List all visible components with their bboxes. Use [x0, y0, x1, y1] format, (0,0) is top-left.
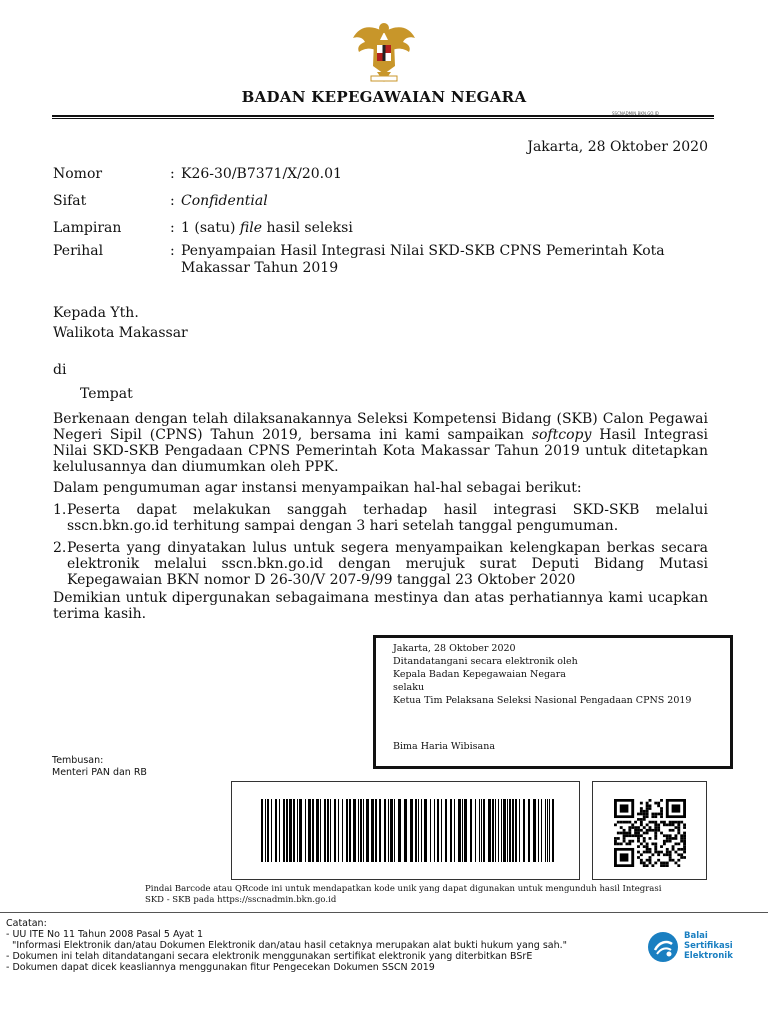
field-value-perihal-line2: Makassar Tahun 2019	[181, 260, 339, 276]
list-item-text: Peserta yang dinyatakan lulus untuk segera menyampaikan kelengkapan berkas secara elektronik melalui sscn.bkn.go.id dengan merujuk surat Deputi Bidang Mutasi Kepegawaian BKN nomor D 26-30/V 207-9/99 tanggal 23 Oktober 2020	[67, 540, 708, 588]
field-colon: :	[170, 193, 175, 209]
field-colon: :	[170, 166, 175, 182]
recipient-line-1: Kepada Yth.	[53, 305, 139, 321]
signature-line: Kepala Badan Kepegawaian Negara	[393, 669, 566, 680]
footer-title: Catatan:	[6, 918, 47, 929]
signature-date: Jakarta, 28 Oktober 2020	[393, 643, 516, 654]
agency-name: BADAN KEPEGAWAIAN NEGARA	[241, 88, 527, 106]
bsre-text-line: Elektronik	[684, 951, 733, 961]
cc-value: Menteri PAN dan RB	[52, 767, 147, 778]
paragraph-1-a: Berkenaan dengan telah dilaksanakannya Seleksi Kompetensi Bidang (SKB) Calon Pegawai Negeri Sipil (CPNS) Tahun 2019, bersama ini kami sampaikan	[53, 411, 708, 443]
paragraph-1	[53, 411, 708, 475]
signature-line: Ketua Tim Pelaksana Seleksi Nasional Pengadaan CPNS 2019	[393, 695, 692, 706]
bsre-logo-icon	[646, 930, 680, 964]
bsre-text-line: Sertifikasi	[684, 941, 733, 951]
bsre-text-line: Balai	[684, 931, 708, 941]
field-value-lampiran	[181, 220, 353, 237]
header-ref-code: SSCNADMIN.BKN.GO.ID	[612, 111, 659, 116]
field-label-lampiran: Lampiran	[53, 220, 122, 236]
qr-code-icon	[614, 799, 686, 867]
list-item-number: 1.	[53, 502, 67, 518]
code-instructions-line-1: Pindai Barcode atau QRcode ini untuk mendapatkan kode unik yang dapat digunakan untuk mengunduh hasil Integrasi	[145, 884, 662, 894]
lampiran-post: hasil seleksi	[262, 220, 353, 236]
footer-line: - Dokumen dapat dicek keasliannya menggunakan fitur Pengecekan Dokumen SSCN 2019	[6, 962, 435, 973]
footer-rule	[0, 912, 768, 913]
list-item-number: 2.	[53, 540, 67, 556]
footer-notes	[6, 918, 636, 973]
field-label-nomor: Nomor	[53, 166, 103, 182]
bsre-logo-text	[684, 931, 733, 961]
field-value-perihal: Penyampaian Hasil Integrasi Nilai SKD-SKB CPNS Pemerintah Kota	[181, 243, 665, 259]
recipient-di: di	[53, 362, 67, 378]
field-label-perihal: Perihal	[53, 243, 104, 259]
closing-paragraph: Demikian untuk dipergunakan sebagaimana mestinya dan atas perhatiannya kami ucapkan terima kasih.	[53, 590, 708, 622]
field-colon: :	[170, 243, 175, 259]
barcode-icon	[261, 799, 556, 862]
footer-line: "Informasi Elektronik dan/atau Dokumen Elektronik dan/atau hasil cetaknya merupakan alat bukti hukum yang sah."	[12, 940, 568, 951]
recipient-line-2: Walikota Makassar	[53, 325, 188, 341]
recipient-tempat: Tempat	[80, 386, 133, 402]
cc-label: Tembusan:	[52, 755, 104, 766]
field-colon: :	[170, 220, 175, 236]
paragraph-1-b: Hasil Integrasi Nilai SKD-SKB Pengadaan CPNS Pemerintah Kota Makassar Tahun 2019 untuk ditetapkan kelulusannya dan diumumkan oleh PPK.	[53, 427, 709, 475]
header-rule-thin	[52, 118, 714, 119]
field-label-sifat: Sifat	[53, 193, 87, 209]
code-instructions	[145, 884, 705, 906]
lampiran-italic: file	[239, 220, 263, 236]
footer-line: - Dokumen ini telah ditandatangani secara elektronik menggunakan sertifikat elektronik yang diterbitkan BSrE	[6, 951, 533, 962]
field-value-nomor: K26-30/B7371/X/20.01	[181, 166, 342, 182]
signature-line: selaku	[393, 682, 425, 693]
field-value-sifat: Confidential	[181, 193, 268, 209]
signature-line: Ditandatangani secara elektronik oleh	[393, 656, 578, 667]
paragraph-2: Dalam pengumuman agar instansi menyampaikan hal-hal sebagai berikut:	[53, 480, 582, 496]
code-instructions-line-2: SKD - SKB pada https://sscnadmin.bkn.go.id	[145, 895, 337, 905]
signatory-name: Bima Haria Wibisana	[393, 741, 495, 752]
footer-line: - UU ITE No 11 Tahun 2008 Pasal 5 Ayat 1	[6, 929, 204, 940]
lampiran-pre: 1 (satu)	[181, 220, 240, 236]
list-item-text: Peserta dapat melakukan sanggah terhadap hasil integrasi SKD-SKB melalui sscn.bkn.go.id terhitung sampai dengan 3 hari setelah tanggal pengumuman.	[67, 502, 708, 534]
letter-date: Jakarta, 28 Oktober 2020	[527, 139, 708, 155]
paragraph-1-italic: softcopy	[531, 427, 592, 443]
garuda-emblem-icon	[349, 18, 419, 86]
